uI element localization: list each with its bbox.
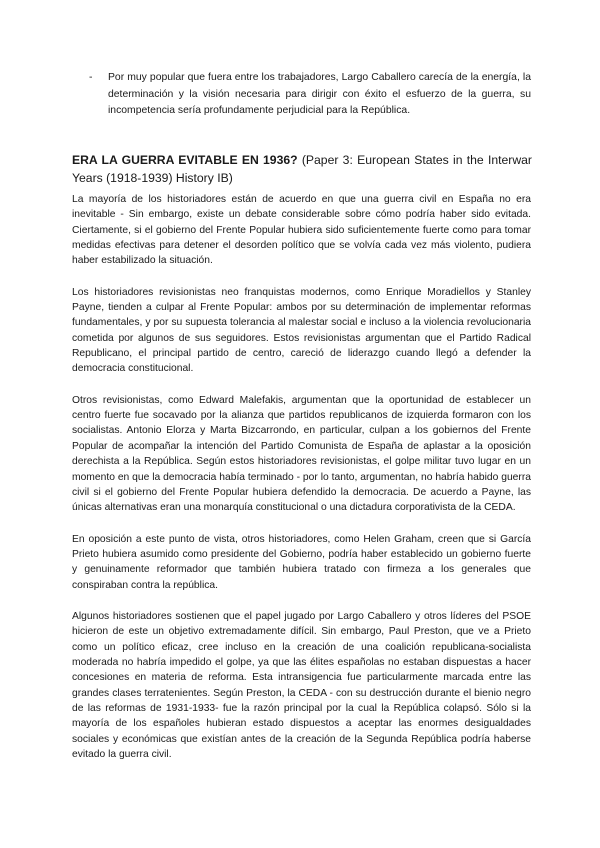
section-title-bold: ERA LA GUERRA EVITABLE EN 1936? (72, 153, 298, 167)
bullet-marker: - (89, 72, 93, 83)
section-body (72, 192, 531, 778)
paragraph-neo-francoist-revisionists: Los historiadores revisionistas neo franquistas modernos, como Enrique Moradiellos y Stanley Payne, tienden a culpar al Frente Popular: ambos por su determinación de implementar reformas fundamentales, y por su supuesta tolerancia al malestar social e incluso a la violencia revolucionaria cometida por algunos de sus seguidores. Estos revisionistas argumentan que el Partido Radical Republicano, el principal partido de centro, careció de liderazgo cuando llegó a defender la democracia constitucional. (72, 286, 531, 375)
bullet-item (91, 70, 531, 120)
paragraph-opposing-view: En oposición a este punto de vista, otros historiadores, como Helen Graham, creen que si García Prieto hubiera asumido como presidente del Gobierno, podría haber establecido un gobierno fuerte y genuinamente reformador que también hubiera tratado con firmeza a los generales que conspiraban contra la república. (72, 533, 531, 591)
paragraph-other-revisionists: Otros revisionistas, como Edward Malefakis, argumentan que la oportunidad de establecer un centro fuerte fue socavado por la alianza que partidos republicanos de izquierda formaron con los socialistas. Antonio Elorza y Marta Bizcarrondo, en particular, culpan a los gobiernos del Frente Popular de acompañar la intención del Partido Comunista de España de aplastar a la oposición derechista a la República. Según estos historiadores revisionistas, el golpe militar tuvo lugar en un momento en que la democracia había terminado - por lo tanto, argumentan, no habría habido guerra civil si el gobierno del Frente Popular hubiera defendido la democracia. De acuerdo a Payne, las únicas alternativas eran una monarquía constitucional o una dictadura corporativista de la CEDA. (72, 394, 531, 514)
paragraph-preston-view: Algunos historiadores sostienen que el papel jugado por Largo Caballero y otros líderes del PSOE hicieron de este un objetivo extremadamente difícil. Sin embargo, Paul Preston, que ve a Prieto como un político eficaz, cree incluso en la creación de una coalición republicana-socialista moderada no habría impedido el golpe, ya que las élites españolas no estaban dispuestas a hacer concesiones en materia de reforma. Esta intransigencia fue particularmente marcada entre las grandes clases terratenientes. Según Preston, la CEDA - con su destrucción durante el bienio negro de las reformas de 1931-1933- fue la razón principal por la cual la República colapsó. Sólo si la mayoría de los españoles hubieran estado dispuestos a aceptar las enormes desigualdades sociales y económicas que existían antes de la creación de la Segunda República podría haberse evitado la guerra civil. (72, 610, 531, 760)
bullet-text: Por muy popular que fuera entre los trabajadores, Largo Caballero carecía de la energía, la determinación y la visión necesaria para dirigir con éxito el esfuerzo de la guerra, su incompetencia sería profundamente perjudicial para la República. (108, 72, 531, 117)
section-title (72, 152, 532, 187)
section-title-subtitle: (Paper 3: European States in the Interwar Years (1918-1939) History IB) (72, 153, 532, 185)
paragraph-consensus: La mayoría de los historiadores están de acuerdo en que una guerra civil en España no era inevitable - Sin embargo, existe un debate considerable sobre cómo podría haber sido evitada. Ciertamente, si el gobierno del Frente Popular hubiera sido suficientemente fuerte como para tomar medidas efectivas para detener el desorden político que se volvía cada vez más violento, pudiera haber estabilizado la situación. (72, 194, 531, 267)
